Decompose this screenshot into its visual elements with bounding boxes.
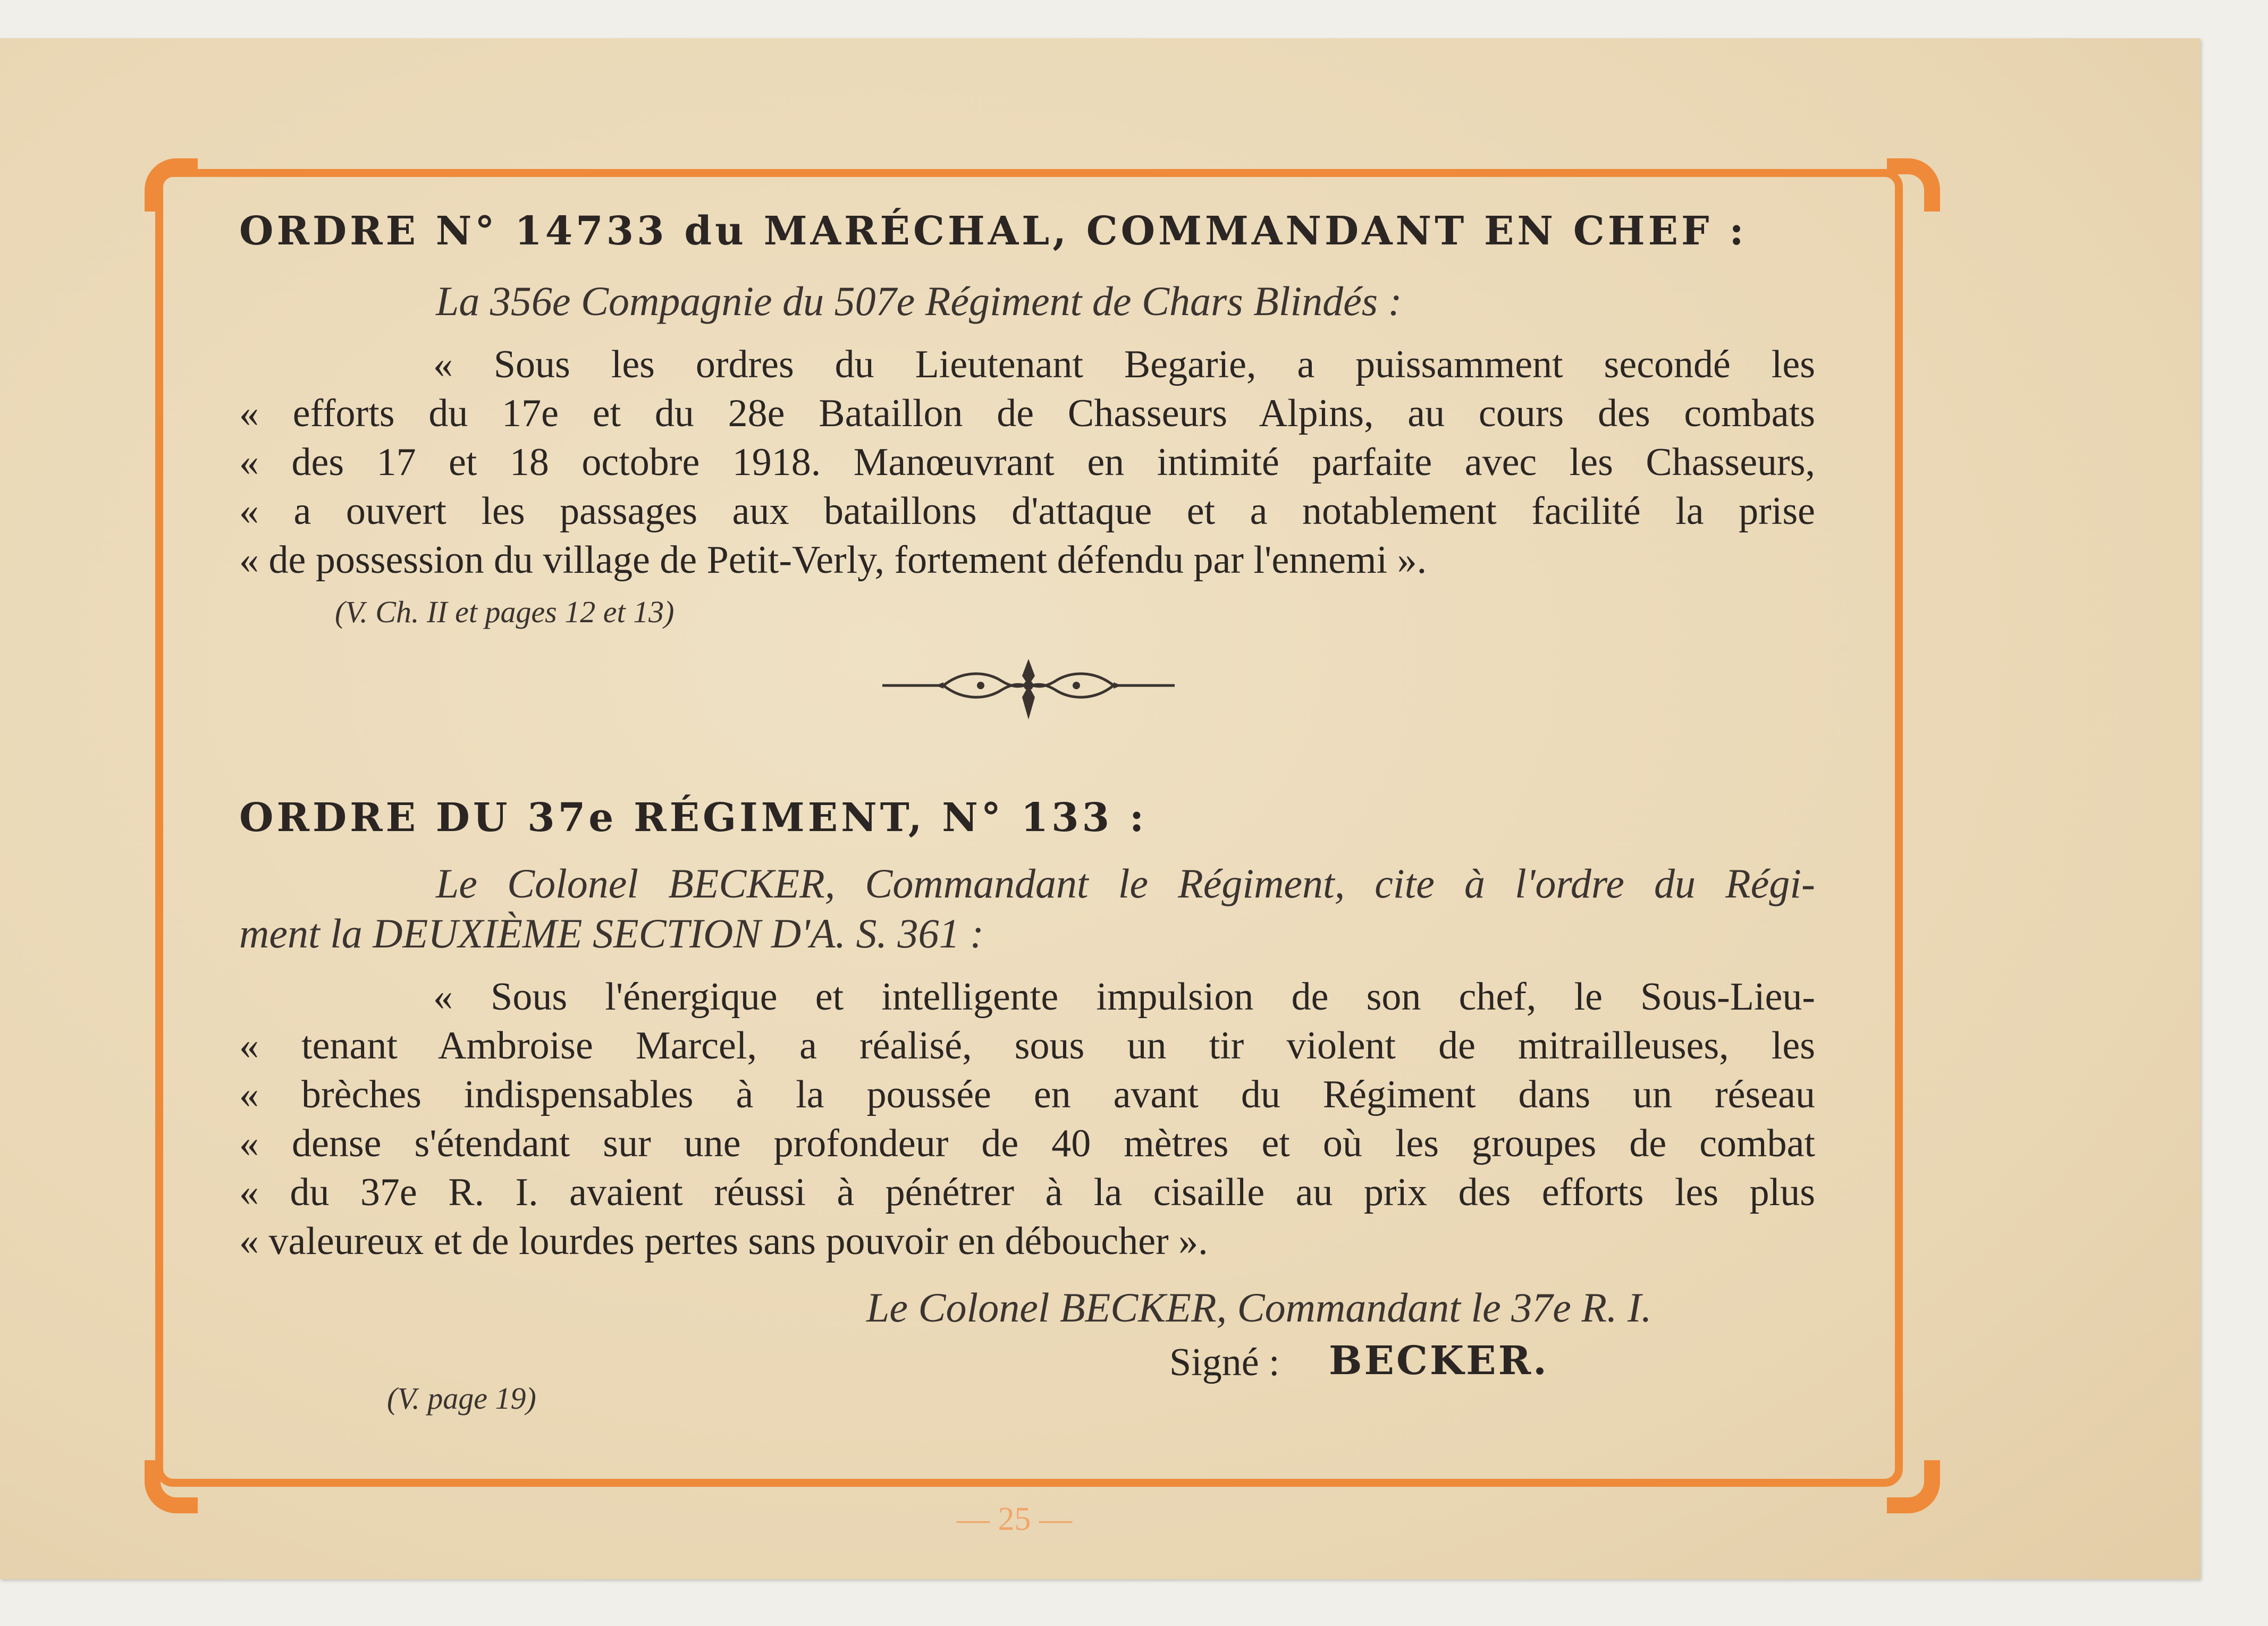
order2-line-4: « dense s'étendant sur une profondeur de 40 mètres et où les groupes de combat xyxy=(239,1122,1815,1165)
order1-line-4: « a ouvert les passages aux bataillons d'attaque et a notablement facilité la prise xyxy=(239,489,1815,533)
order2-line-5: « du 37e R. I. avaient réussi à pénétrer à la cisaille au prix des efforts les plus xyxy=(239,1171,1815,1214)
order2-line-1: « Sous l'énergique et intelligente impulsion de son chef, le Sous-Lieu- xyxy=(433,975,1815,1019)
order2-intro-line-2: ment la DEUXIÈME SECTION D'A. S. 361 : xyxy=(239,910,984,956)
order1-title: ORDRE N° 14733 du MARÉCHAL, COMMANDANT EN CHEF : xyxy=(239,208,1747,254)
page-number: — 25 — xyxy=(957,1501,1072,1537)
order2-line-6: « valeureux et de lourdes pertes sans pouvoir en déboucher ». xyxy=(239,1220,1208,1263)
order1-subtitle: La 356e Compagnie du 507e Régiment de Chars Blindés : xyxy=(436,278,1402,324)
order1-reference: (V. Ch. II et pages 12 et 13) xyxy=(335,595,675,629)
order2-signed-label: Signé : xyxy=(1169,1341,1280,1384)
order2-signature-line: Le Colonel BECKER, Commandant le 37e R. I. xyxy=(866,1284,1652,1331)
order1-line-2: « efforts du 17e et du 28e Bataillon de Chasseurs Alpins, au cours des combats xyxy=(239,392,1815,435)
order1-line-3: « des 17 et 18 octobre 1918. Manœuvrant en intimité parfaite avec les Chasseurs, xyxy=(239,441,1815,484)
order2-line-3: « brèches indispensables à la poussée en avant du Régiment dans un réseau xyxy=(239,1073,1815,1116)
order2-reference: (V. page 19) xyxy=(387,1381,536,1416)
ornament-fleuron-icon xyxy=(882,655,1175,724)
order2-signed-name: BECKER. xyxy=(1329,1338,1549,1384)
order2-line-2: « tenant Ambroise Marcel, a réalisé, sous un tir violent de mitrailleuses, les xyxy=(239,1024,1815,1068)
order2-title: ORDRE DU 37e RÉGIMENT, N° 133 : xyxy=(239,795,1148,841)
order1-line-5: « de possession du village de Petit-Verly, fortement défendu par l'ennemi ». xyxy=(239,538,1427,582)
order2-intro-line-1: Le Colonel BECKER, Commandant le Régiment, cite à l'ordre du Régi- xyxy=(436,860,1815,907)
order1-line-1: « Sous les ordres du Lieutenant Begarie, a puissamment secondé les xyxy=(433,343,1815,386)
